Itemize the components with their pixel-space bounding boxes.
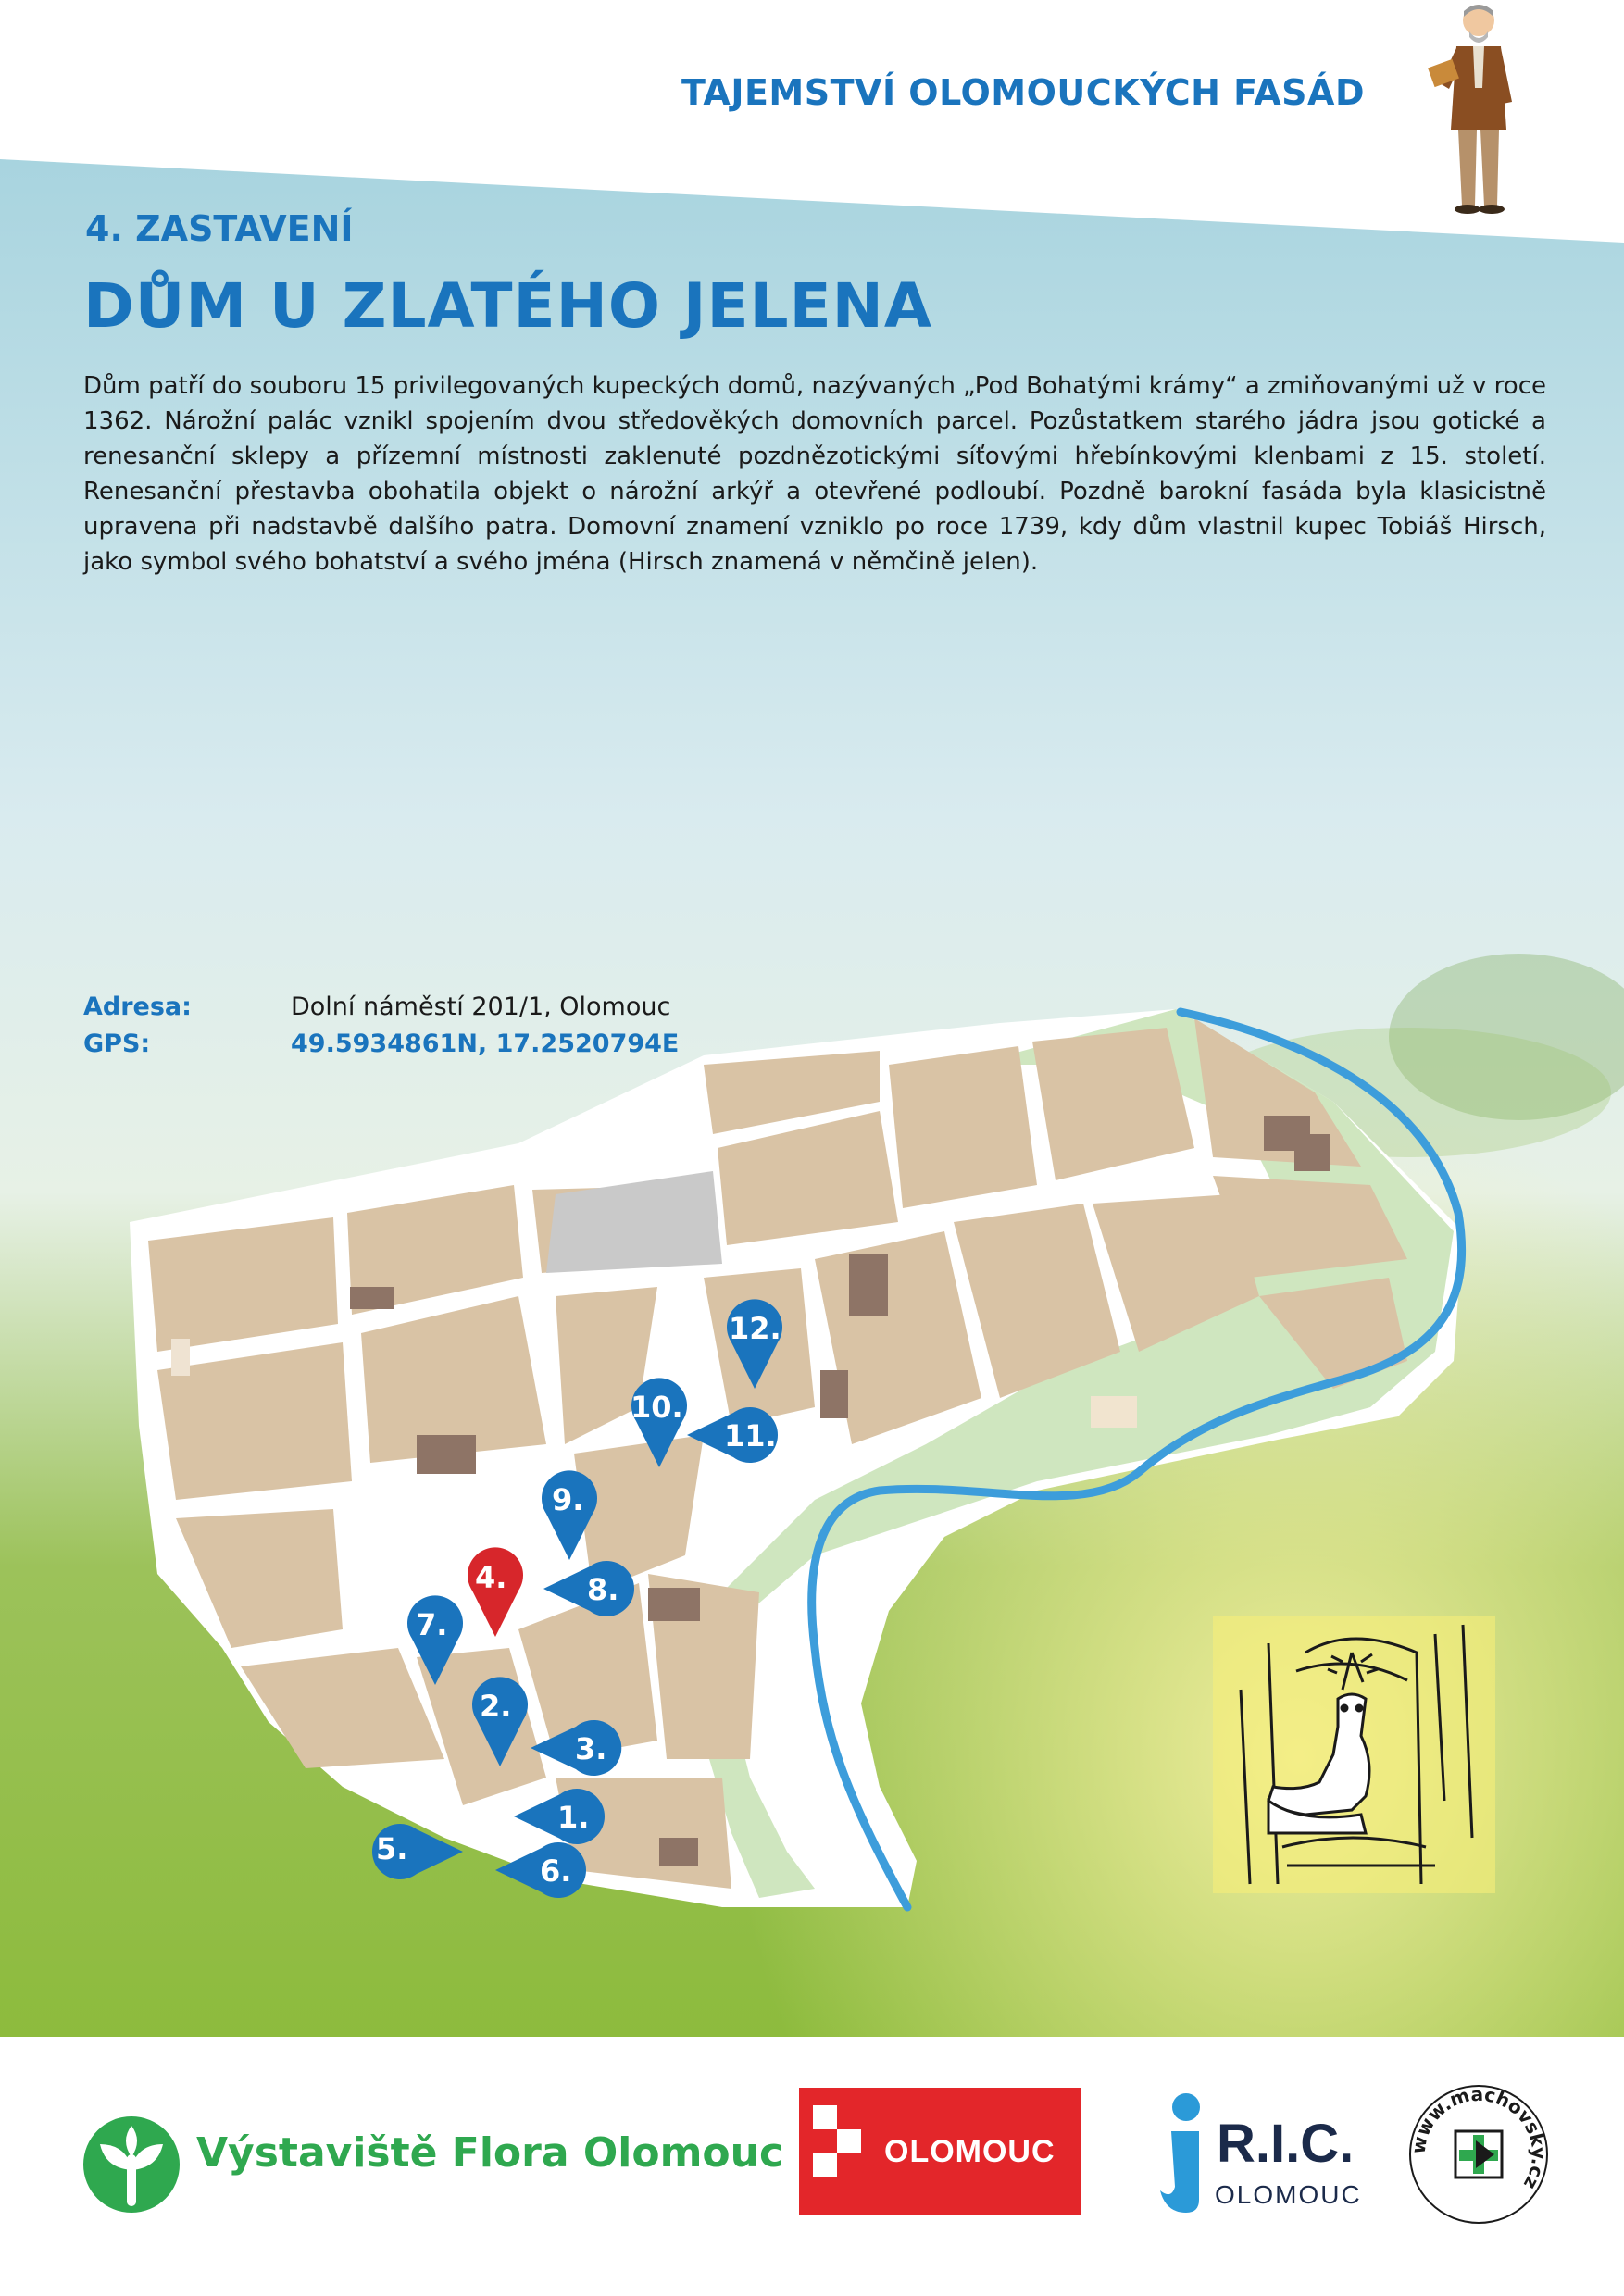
gps-label: GPS: <box>83 1029 151 1058</box>
flora-olomouc-logo-text: Výstaviště Flora Olomouc <box>196 2129 784 2177</box>
svg-text:8.: 8. <box>587 1572 619 1607</box>
svg-text:4.: 4. <box>475 1560 507 1595</box>
svg-text:5.: 5. <box>376 1831 408 1866</box>
ric-logo-subtext: OLOMOUC <box>1215 2180 1362 2209</box>
ric-logo-text: R.I.C. <box>1217 2114 1355 2174</box>
address-label: Adresa: <box>83 992 192 1021</box>
ric-info-icon <box>1153 2090 1214 2220</box>
svg-text:12.: 12. <box>729 1311 781 1346</box>
olomouc-logo-text: OLOMOUC <box>884 2134 1056 2169</box>
golden-deer-sign-illustration <box>1213 1616 1495 1893</box>
machovsky-logo <box>1407 2083 1550 2226</box>
description: Dům patří do souboru 15 privilegovaných kupeckých domů, nazývaných „Pod Bohatými krámy“ a zmiňovanými už v roce 1362. Nárožní palác vznikl spojením dvou středověkých domovních parcel. Pozůstatkem starého jádra jsou gotické a renesanční sklepy a přízemní místnosti zaklenuté pozdnězotickými síťovými hřebínkovými klenbami z 15. století. Renesanční přestavba obohatila objekt o nárožní arkýř a otevřené podloubí. Pozdně barokní fasáda byla klasicistně upravena při nadstavbě dalšího patra. Domovní znamení vzniklo po roce 1739, kdy dům vlastnil kupec Tobiáš Hirsch, jako symbol svého bohatství a svého jména (Hirsch znamená v němčině jelen). <box>83 372 1546 576</box>
flora-logo-icon <box>80 2113 183 2216</box>
svg-text:www.machovsky.cz: www.machovsky.cz <box>1407 2083 1550 2193</box>
gps-value[interactable]: 49.5934861N, 17.2520794E <box>291 1029 680 1058</box>
svg-text:1.: 1. <box>557 1800 590 1835</box>
svg-text:3.: 3. <box>575 1731 607 1766</box>
olomouc-checker-icon <box>813 2100 861 2203</box>
svg-text:2.: 2. <box>480 1689 512 1724</box>
address-value: Dolní náměstí 201/1, Olomouc <box>291 992 671 1021</box>
svg-text:6.: 6. <box>540 1853 572 1889</box>
house-title: DŮM U ZLATÉHO JELENA <box>83 270 932 342</box>
svg-text:11.: 11. <box>724 1418 777 1454</box>
stop-label: 4. ZASTAVENÍ <box>85 208 354 249</box>
svg-text:9.: 9. <box>552 1482 584 1517</box>
series-title: TAJEMSTVÍ OLOMOUCKÝCH FASÁD <box>681 72 1365 113</box>
svg-text:10.: 10. <box>631 1390 683 1425</box>
svg-text:7.: 7. <box>416 1607 448 1642</box>
